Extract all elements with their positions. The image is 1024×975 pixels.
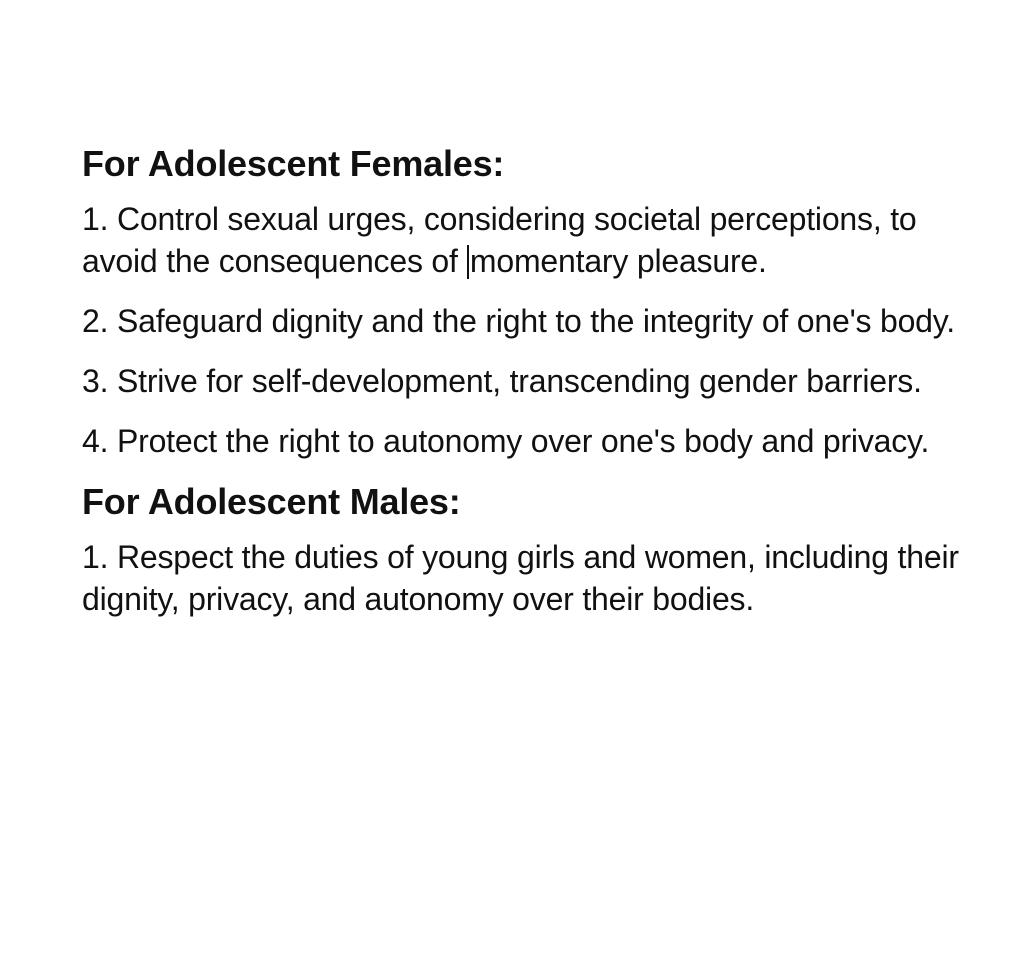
- list-item: 1. Respect the duties of young girls and women, including their dignity, privacy, and autonomy over their bodies.: [82, 539, 959, 617]
- list-item-text: 1. Control sexual urges, considering societal perceptions, to avoid the consequences of: [82, 201, 917, 279]
- list-item: 3. Strive for self-development, transcending gender barriers.: [82, 363, 922, 399]
- text-cursor: [467, 245, 469, 279]
- section-heading-females: For Adolescent Females:: [82, 143, 505, 184]
- document-body[interactable]: [82, 142, 972, 638]
- list-item-text: momentary pleasure.: [469, 243, 767, 279]
- list-item: 4. Protect the right to autonomy over one's body and privacy.: [82, 423, 930, 459]
- section-heading-males: For Adolescent Males:: [82, 481, 461, 522]
- list-item: [82, 198, 972, 282]
- list-item: 2. Safeguard dignity and the right to the integrity of one's body.: [82, 303, 955, 339]
